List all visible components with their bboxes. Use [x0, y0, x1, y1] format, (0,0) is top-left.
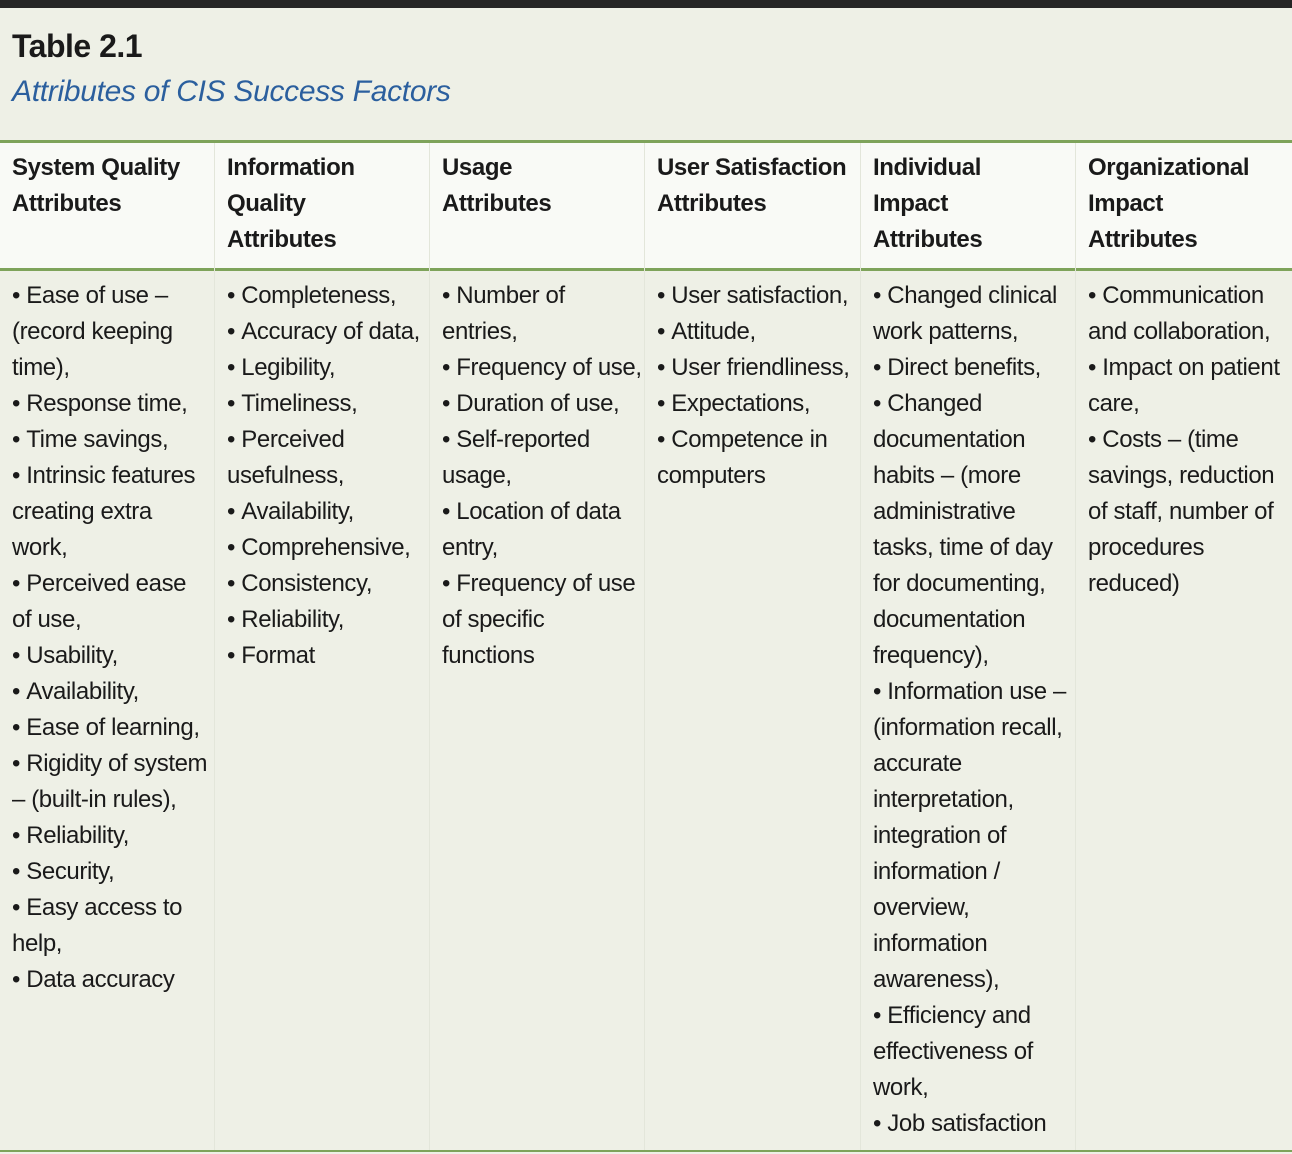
list-item: • Direct benefits, — [873, 350, 1071, 386]
list-item: • Changed documentation habits – (more administrative tasks, time of day for documenting, documentation frequency), — [873, 386, 1071, 674]
header-system-quality: System Quality Attributes — [12, 154, 180, 217]
list-item: • Frequency of use, — [442, 350, 642, 386]
list-item: • Time savings, — [12, 422, 210, 458]
header-user-satisfaction: User Satisfaction Attributes — [657, 154, 847, 217]
list-item: • Perceived usefulness, — [227, 422, 427, 494]
list-item: • Timeliness, — [227, 386, 427, 422]
list-item: • Completeness, — [227, 278, 427, 314]
list-item: • Data accuracy — [12, 962, 210, 998]
list-item: • Reliability, — [12, 818, 210, 854]
list-item: • Security, — [12, 854, 210, 890]
list-item: • Information use – (information recall, accurate interpretation, integration of information / overview, information awareness), — [873, 674, 1071, 998]
list-item: • Legibility, — [227, 350, 427, 386]
column-divider — [860, 143, 861, 1150]
list-item: • Self-reported usage, — [442, 422, 642, 494]
table-number: Table 2.1 — [12, 28, 143, 64]
list-item: • Perceived ease of use, — [12, 566, 210, 638]
list-item: • Expectations, — [657, 386, 857, 422]
list-item: • Attitude, — [657, 314, 857, 350]
column-divider — [214, 143, 215, 1150]
list-item: • Format — [227, 638, 427, 674]
list-item: • Comprehensive, — [227, 530, 427, 566]
list-item: • Changed clinical work patterns, — [873, 278, 1071, 350]
list-item: • Accuracy of data, — [227, 314, 427, 350]
individual-impact-list — [873, 278, 1071, 1142]
organizational-impact-list — [1088, 278, 1288, 602]
list-item: • Ease of use – (record keeping time), — [12, 278, 210, 386]
system-quality-list — [12, 278, 210, 998]
list-item: • Rigidity of system – (built-in rules), — [12, 746, 210, 818]
list-item: • Job satisfaction — [873, 1106, 1071, 1142]
list-item: • Consistency, — [227, 566, 427, 602]
list-item: • Intrinsic features creating extra work, — [12, 458, 210, 566]
list-item: • Duration of use, — [442, 386, 642, 422]
table-bottom-rule — [0, 1150, 1292, 1152]
header-usage: Usage Attributes — [442, 154, 552, 217]
list-item: • Response time, — [12, 386, 210, 422]
list-item: • Reliability, — [227, 602, 427, 638]
table-title-block — [12, 26, 451, 112]
list-item: • Easy access to help, — [12, 890, 210, 962]
list-item: • User satisfaction, — [657, 278, 857, 314]
list-item: • Availability, — [227, 494, 427, 530]
table-caption: Attributes of CIS Success Factors — [12, 75, 451, 108]
table-header-rule — [0, 268, 1292, 271]
information-quality-list — [227, 278, 427, 674]
table-top-rule — [0, 140, 1292, 143]
list-item: • Number of entries, — [442, 278, 642, 350]
list-item: • Frequency of use of specific functions — [442, 566, 642, 674]
column-divider — [644, 143, 645, 1150]
list-item: • Location of data entry, — [442, 494, 642, 566]
list-item: • Availability, — [12, 674, 210, 710]
column-divider — [1075, 143, 1076, 1150]
list-item: • Competence in computers — [657, 422, 857, 494]
list-item: • Communication and collaboration, — [1088, 278, 1288, 350]
list-item: • Ease of learning, — [12, 710, 210, 746]
list-item: • Impact on patient care, — [1088, 350, 1288, 422]
header-organizational-impact: Organizational Impact Attributes — [1088, 154, 1250, 253]
column-divider — [429, 143, 430, 1150]
header-information-quality: Information Quality Attributes — [227, 154, 355, 253]
user-satisfaction-list — [657, 278, 857, 494]
list-item: • User friendliness, — [657, 350, 857, 386]
top-border-bar — [0, 0, 1292, 8]
list-item: • Usability, — [12, 638, 210, 674]
header-individual-impact: Individual Impact Attributes — [873, 154, 983, 253]
usage-list — [442, 278, 642, 674]
list-item: • Costs – (time savings, reduction of staff, number of procedures reduced) — [1088, 422, 1288, 602]
list-item: • Efficiency and effectiveness of work, — [873, 998, 1071, 1106]
